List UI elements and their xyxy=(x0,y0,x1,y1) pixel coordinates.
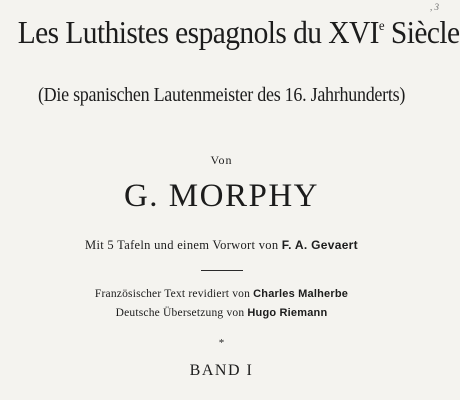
title-end: Siècle xyxy=(384,14,460,50)
credit-text: Deutsche Übersetzung von xyxy=(115,307,248,319)
credit-name: Hugo Riemann xyxy=(247,307,328,319)
credit-german-translation xyxy=(0,307,443,319)
asterisk-ornament: * xyxy=(218,337,225,349)
plates-text: Mit 5 Tafeln und einem Vorwort von xyxy=(85,238,282,252)
author-name: G. MORPHY xyxy=(123,178,320,214)
title-superscript: e xyxy=(378,19,385,34)
foreword-author: F. A. Gevaert xyxy=(281,238,358,252)
credit-french-revision xyxy=(0,288,443,300)
credit-text: Französischer Text revidiert von xyxy=(94,288,254,300)
by-label: Von xyxy=(210,153,233,167)
volume-label: BAND I xyxy=(189,362,254,379)
book-title xyxy=(17,14,460,51)
book-subtitle: (Die spanischen Lautenmeister des 16. Jahrhunderts) xyxy=(37,84,406,106)
plates-foreword-line xyxy=(0,238,443,253)
credit-name: Charles Malherbe xyxy=(253,288,349,300)
page-corner-mark: , 3 xyxy=(430,2,439,12)
title-main: Les Luthistes espagnols du XVI xyxy=(17,14,379,50)
divider-rule xyxy=(201,270,243,271)
